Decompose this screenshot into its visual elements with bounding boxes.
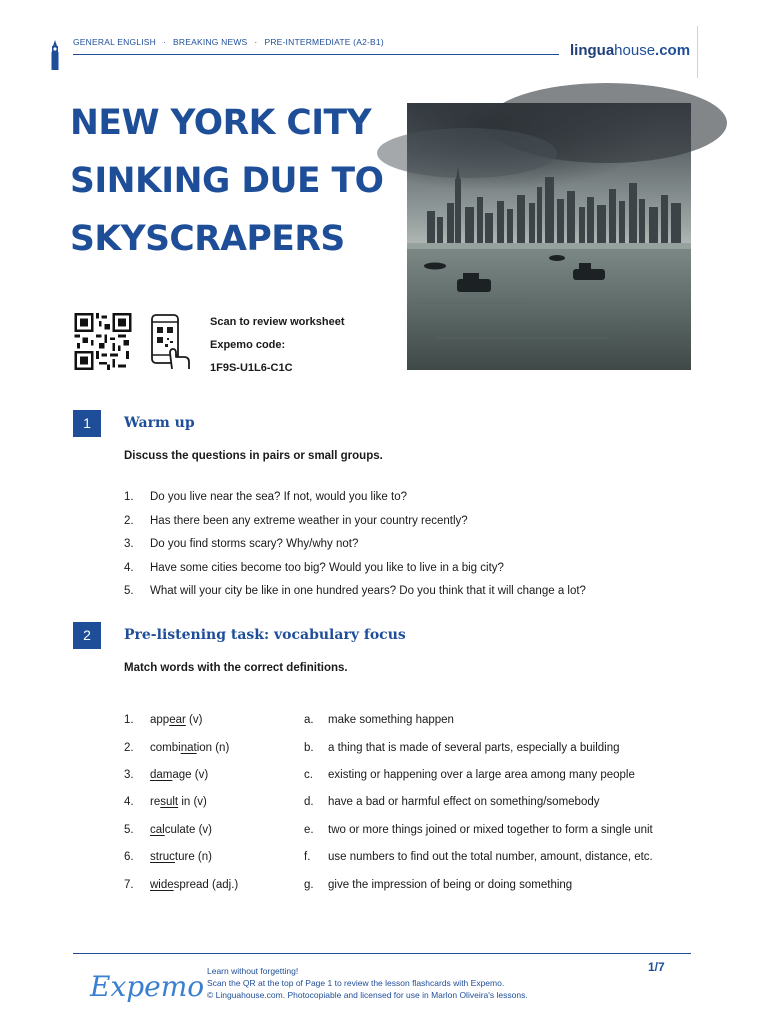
header-divider [73,54,559,55]
header-vertical-rule [697,26,698,78]
footer-tagline: Learn without forgetting! [207,966,299,976]
footer-divider [73,953,691,954]
crumb-level-2: BREAKING NEWS [173,37,248,47]
title-line-1: NEW YORK CITY [70,103,372,143]
scan-label: Scan to review worksheet [210,316,345,328]
title-line-2: SINKING DUE TO [70,161,384,201]
svg-text:Expemo: Expemo [90,970,205,1003]
page-number: 1/7 [648,960,665,974]
qr-code-icon[interactable] [73,313,133,370]
footer-scan-note: Scan the QR at the top of Page 1 to review the lesson flashcards with Expemo. [207,978,505,988]
footer-copyright: © Linguahouse.com. Photocopiable and licensed for use in Marlon Oliveira's lessons. [207,990,528,1000]
list-item: 5. What will your city be like in one hundred years? Do you think that it will change a lot? [124,585,586,597]
expemo-logo[interactable] [88,962,205,1010]
footer-info [207,965,528,1001]
title-line-3: SKYSCRAPERS [70,219,345,259]
section-2-title: Pre-listening task: vocabulary focus [124,627,406,643]
expemo-code: 1F9S-U1L6-C1C [210,362,293,374]
section-1-title: Warm up [124,415,195,431]
list-item: 1. Do you live near the sea? If not, would you like to? [124,491,407,503]
phone-scan-icon [150,313,192,371]
crumb-level-1: GENERAL ENGLISH [73,37,156,47]
linguahouse-logo[interactable]: linguahouse.com [570,42,691,59]
section-2-number: 2 [73,622,101,649]
breadcrumb: GENERAL ENGLISH · BREAKING NEWS · PRE-INTERMEDIATE (A2-B1) [73,37,384,47]
list-item: 4. Have some cities become too big? Would you like to live in a big city? [124,561,504,574]
crumb-level-3: PRE-INTERMEDIATE (A2-B1) [264,37,384,47]
list-item: 3. Do you find storms scary? Why/why not? [124,538,359,550]
hero-image-flooded-skyline [407,103,691,370]
section-1-instruction: Discuss the questions in pairs or small groups. [124,450,383,462]
section-2-instruction: Match words with the correct definitions. [124,662,348,674]
scan-info [210,311,345,380]
big-ben-icon [50,40,60,70]
warm-up-questions [124,486,586,604]
list-item: 2. Has there been any extreme weather in your country recently? [124,514,468,527]
section-1-number: 1 [73,410,101,437]
expemo-code-label: Expemo code: [210,339,286,351]
page-title [70,94,400,268]
